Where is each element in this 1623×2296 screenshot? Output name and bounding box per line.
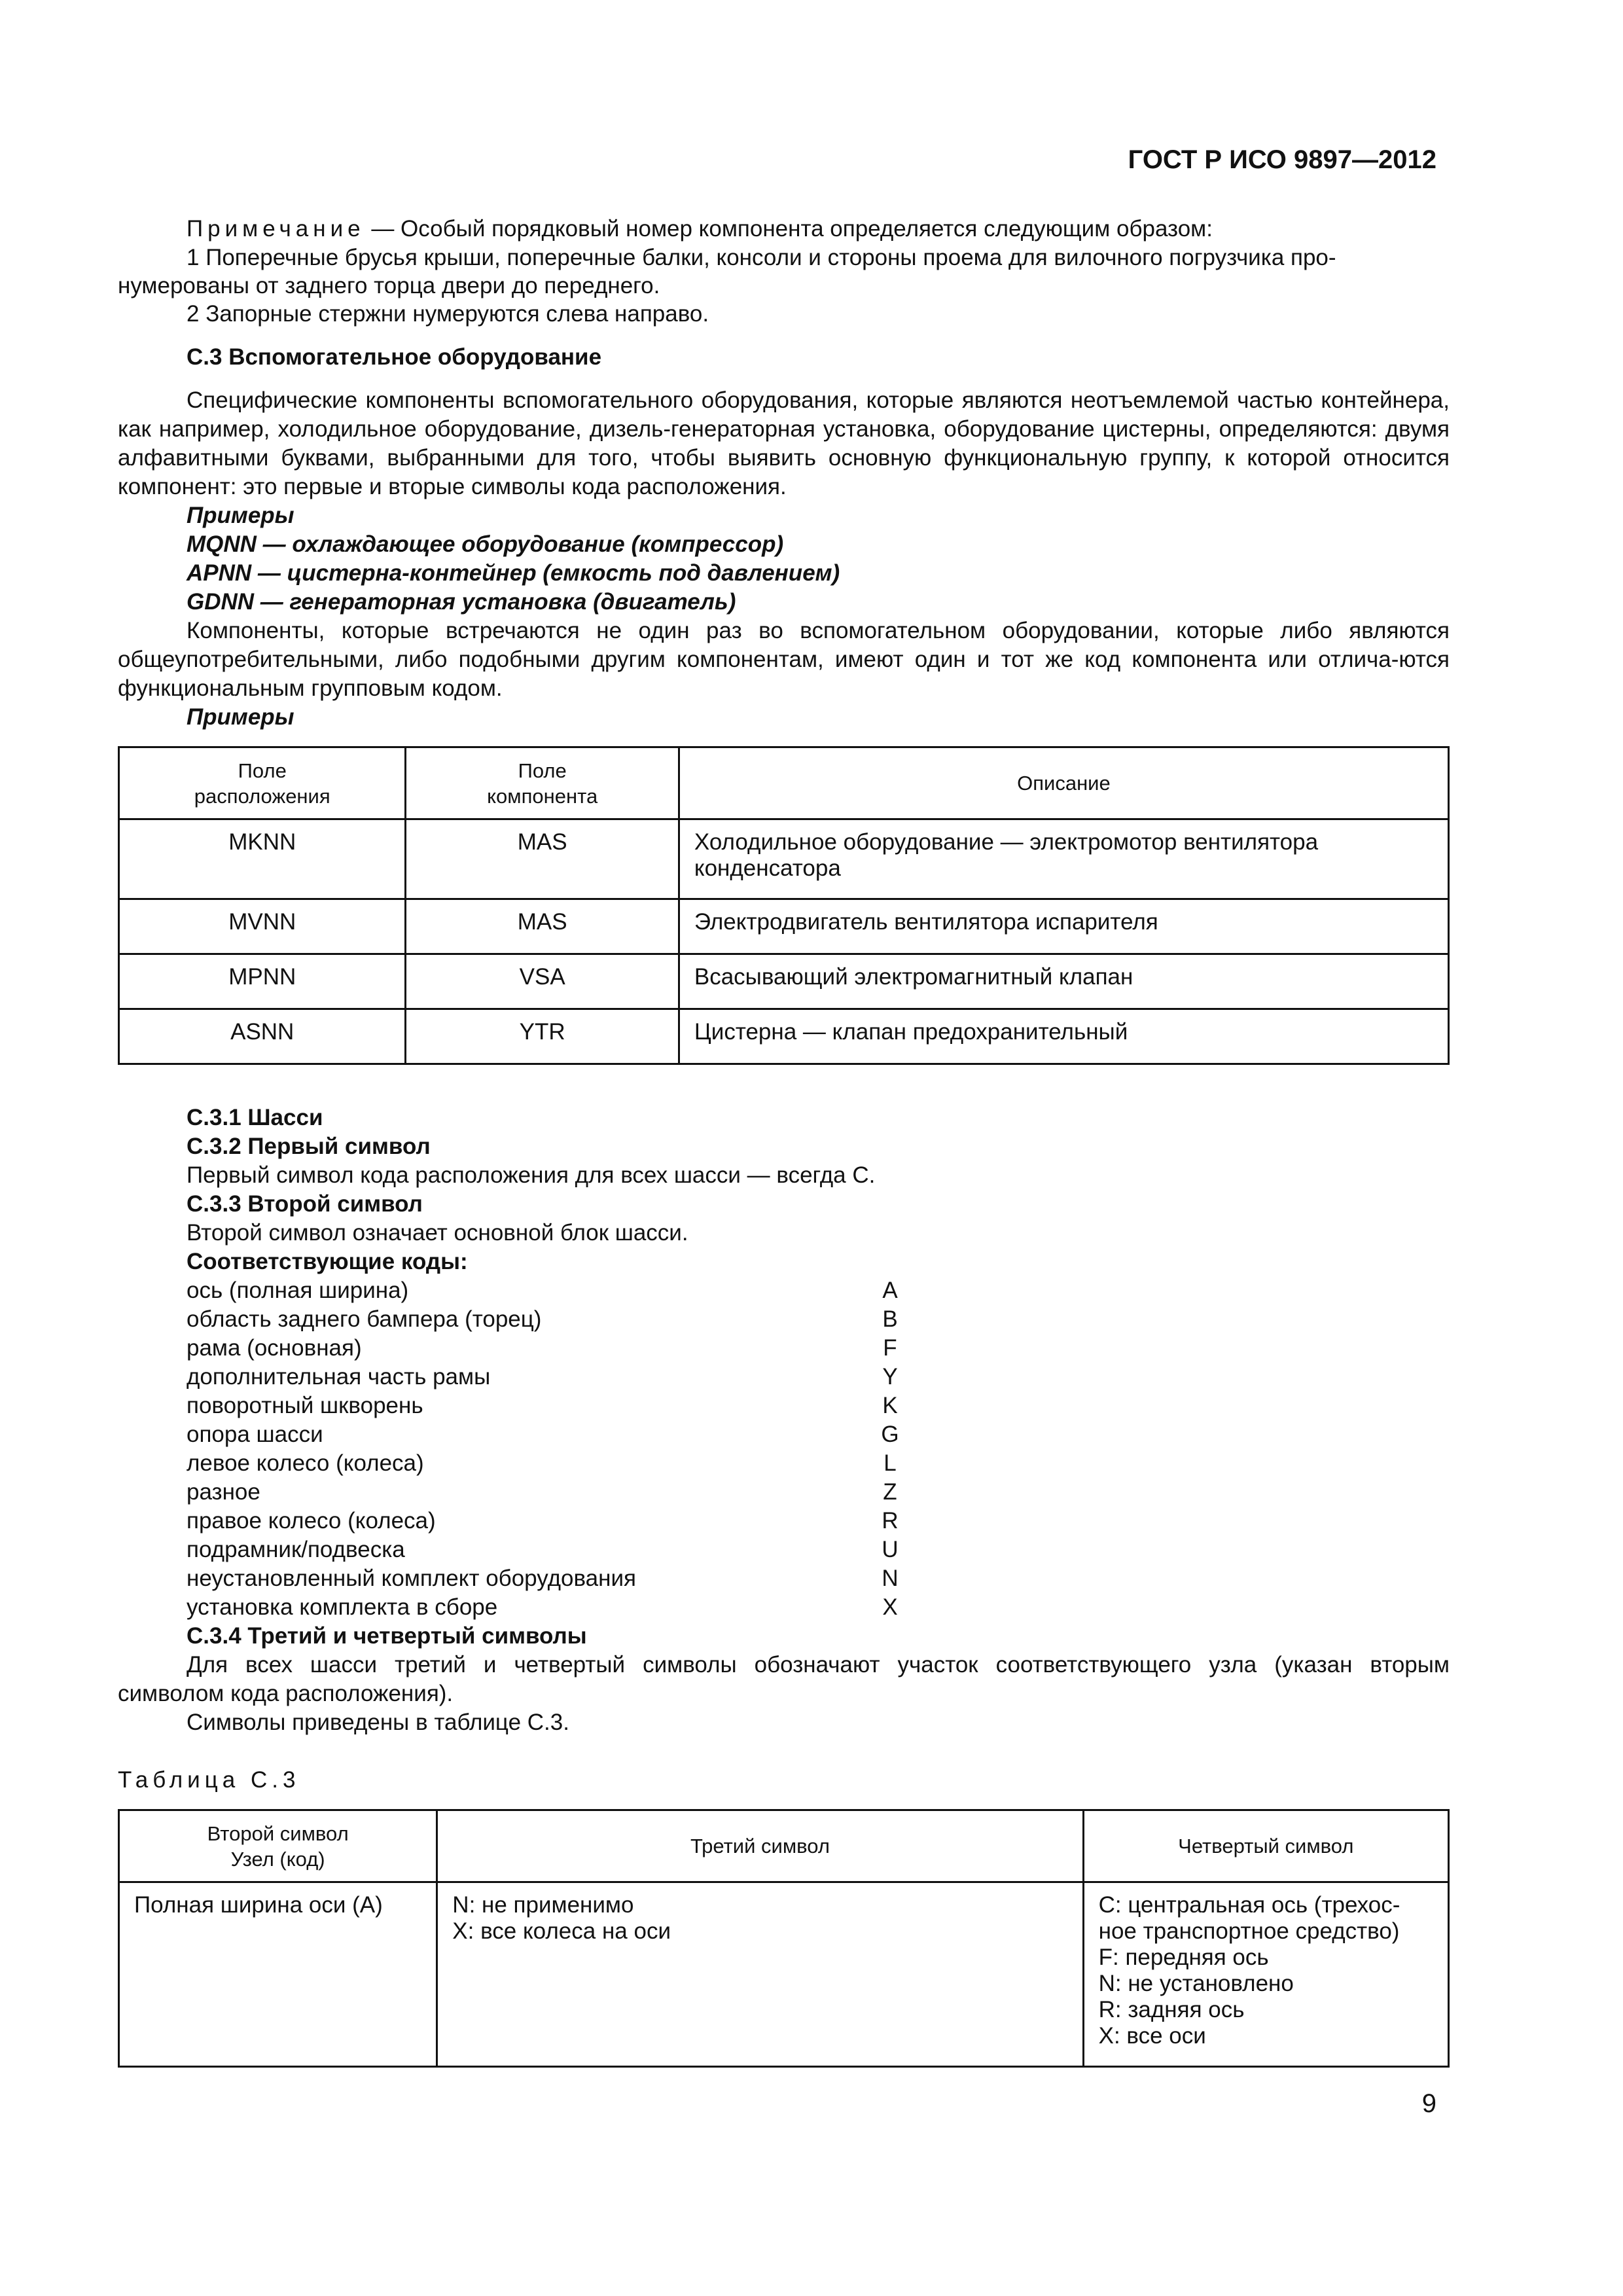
code-value: N bbox=[882, 1566, 899, 1591]
header-location-field: Поле расположения bbox=[119, 747, 406, 819]
code-label: левое колесо (колеса) bbox=[187, 1450, 424, 1476]
description-cell: Всасывающий электромагнитный клапан bbox=[679, 954, 1448, 1009]
note-lead: Примечание bbox=[187, 216, 365, 242]
header-fourth-symbol: Четвертый символ bbox=[1083, 1810, 1448, 1882]
code-value: A bbox=[882, 1278, 898, 1303]
description-cell: Цистерна — клапан предохранительный bbox=[679, 1009, 1448, 1064]
note-text: — Особый порядковый номер компонента определяется следующим образом: bbox=[365, 216, 1213, 242]
code-value: R bbox=[882, 1508, 899, 1534]
table-header-row bbox=[119, 747, 1449, 819]
fourth-symbol-cell: C: центральная ось (трехос- ное транспортное средство) F: передняя ось N: не установлено R: задняя ось X: все оси bbox=[1083, 1882, 1448, 2067]
code-label: установка комплекта в сборе bbox=[187, 1594, 498, 1620]
code-label: разное bbox=[187, 1479, 260, 1505]
code-value: K bbox=[882, 1393, 898, 1418]
examples-label-2: Примеры bbox=[187, 704, 294, 730]
example-mqnn: MQNN — охлаждающее оборудование (компрессор) bbox=[187, 531, 784, 557]
code-value: X bbox=[882, 1594, 898, 1620]
section-c33-heading: С.3.3 Второй символ bbox=[187, 1191, 423, 1217]
section-c34-heading: С.3.4 Третий и четвертый символы bbox=[187, 1623, 587, 1649]
code-value: Y bbox=[882, 1364, 898, 1390]
example-apnn: APNN — цистерна-контейнер (емкость под давлением) bbox=[187, 560, 840, 586]
component-cell: MAS bbox=[406, 899, 679, 954]
third-symbol-cell: N: не применимо X: все колеса на оси bbox=[437, 1882, 1083, 2067]
codes-heading: Соответствующие коды: bbox=[187, 1249, 468, 1274]
section-c33-text: Второй символ означает основной блок шасси. bbox=[187, 1220, 688, 1246]
note-item-2: 2 Запорные стержни нумеруются слева направо. bbox=[187, 301, 709, 327]
note-item-1-line-1: 1 Поперечные брусья крыши, поперечные балки, консоли и стороны проема для вилочного погрузчика про- bbox=[187, 245, 1336, 270]
section-c31-heading: С.3.1 Шасси bbox=[187, 1105, 323, 1130]
code-label: правое колесо (колеса) bbox=[187, 1508, 436, 1534]
location-cell: ASNN bbox=[119, 1009, 406, 1064]
section-c3-heading: С.3 Вспомогательное оборудование bbox=[187, 344, 602, 370]
table-row bbox=[119, 1009, 1449, 1064]
component-cell: YTR bbox=[406, 1009, 679, 1064]
component-cell: VSA bbox=[406, 954, 679, 1009]
section-c32-text: Первый символ кода расположения для всех шасси — всегда С. bbox=[187, 1162, 876, 1188]
code-value: F bbox=[883, 1335, 897, 1361]
code-label: ось (полная ширина) bbox=[187, 1278, 409, 1303]
code-value: L bbox=[883, 1450, 897, 1476]
code-label: рама (основная) bbox=[187, 1335, 362, 1361]
table-row bbox=[119, 819, 1449, 899]
standard-number: ГОСТ Р ИСО 9897—2012 bbox=[1128, 145, 1436, 174]
description-cell: Электродвигатель вентилятора испарителя bbox=[679, 899, 1448, 954]
examples-label: Примеры bbox=[187, 503, 294, 528]
note-item-1-line-2: нумерованы от заднего торца двери до переднего. bbox=[118, 273, 660, 298]
location-cell: MPNN bbox=[119, 954, 406, 1009]
table-row bbox=[119, 1882, 1449, 2067]
table-c3-caption: Таблица С.3 bbox=[118, 1767, 300, 1793]
page-number: 9 bbox=[1421, 2089, 1436, 2118]
section-c32-heading: С.3.2 Первый символ bbox=[187, 1134, 431, 1159]
table-row bbox=[119, 954, 1449, 1009]
code-label: область заднего бампера (торец) bbox=[187, 1306, 542, 1332]
example-gdnn: GDNN — генераторная установка (двигатель) bbox=[187, 589, 736, 615]
code-label: неустановленный комплект оборудования bbox=[187, 1566, 636, 1591]
table-c3-header-row bbox=[119, 1810, 1449, 1882]
code-label: дополнительная часть рамы bbox=[187, 1364, 491, 1390]
description-cell: Холодильное оборудование — электромотор вентилятора конденсатора bbox=[679, 819, 1448, 899]
code-label: поворотный шкворень bbox=[187, 1393, 423, 1418]
header-description: Описание bbox=[679, 747, 1448, 819]
section-c34-text-line-3: Символы приведены в таблице С.3. bbox=[187, 1710, 569, 1735]
section-c34-text-line-2: символом кода расположения). bbox=[118, 1681, 454, 1706]
code-value: B bbox=[882, 1306, 898, 1332]
section-c3-paragraph: Специфические компоненты вспомогательного оборудования, которые являются неотъемлемой частью контейнера, как например, холодильное оборудование, дизель-генераторная установка, оборудование цистерны, определяются: двумя алфавитными буквами, выбранными для того, чтобы выявить основную функциональную группу, к которой относится компонент: это первые и вторые символы кода расположения. bbox=[118, 387, 1450, 499]
section-c3-paragraph-2: Компоненты, которые встречаются не один раз во вспомогательном оборудовании, которые либо являются общеупотребительными, либо подобными другим компонентам, имеют один и тот же код компонента или отлича-ются функциональным групповым кодом. bbox=[118, 618, 1450, 701]
location-cell: MVNN bbox=[119, 899, 406, 954]
location-cell: MKNN bbox=[119, 819, 406, 899]
note-first-line bbox=[187, 215, 1213, 243]
code-value: U bbox=[882, 1537, 899, 1562]
second-symbol-cell: Полная ширина оси (A) bbox=[119, 1882, 437, 2067]
header-second-symbol: Второй символ Узел (код) bbox=[119, 1810, 437, 1882]
header-component-field: Поле компонента bbox=[406, 747, 679, 819]
table-c3 bbox=[118, 1809, 1450, 2068]
component-cell: MAS bbox=[406, 819, 679, 899]
table-row bbox=[119, 899, 1449, 954]
code-label: подрамник/подвеска bbox=[187, 1537, 405, 1562]
header-third-symbol: Третий символ bbox=[437, 1810, 1083, 1882]
code-label: опора шасси bbox=[187, 1422, 323, 1447]
code-value: G bbox=[881, 1422, 899, 1447]
code-value: Z bbox=[883, 1479, 897, 1505]
components-table bbox=[118, 746, 1450, 1065]
section-c34-text-line-1: Для всех шасси третий и четвертый символы обозначают участок соответствующего узла (указан вторым bbox=[187, 1652, 1450, 1677]
